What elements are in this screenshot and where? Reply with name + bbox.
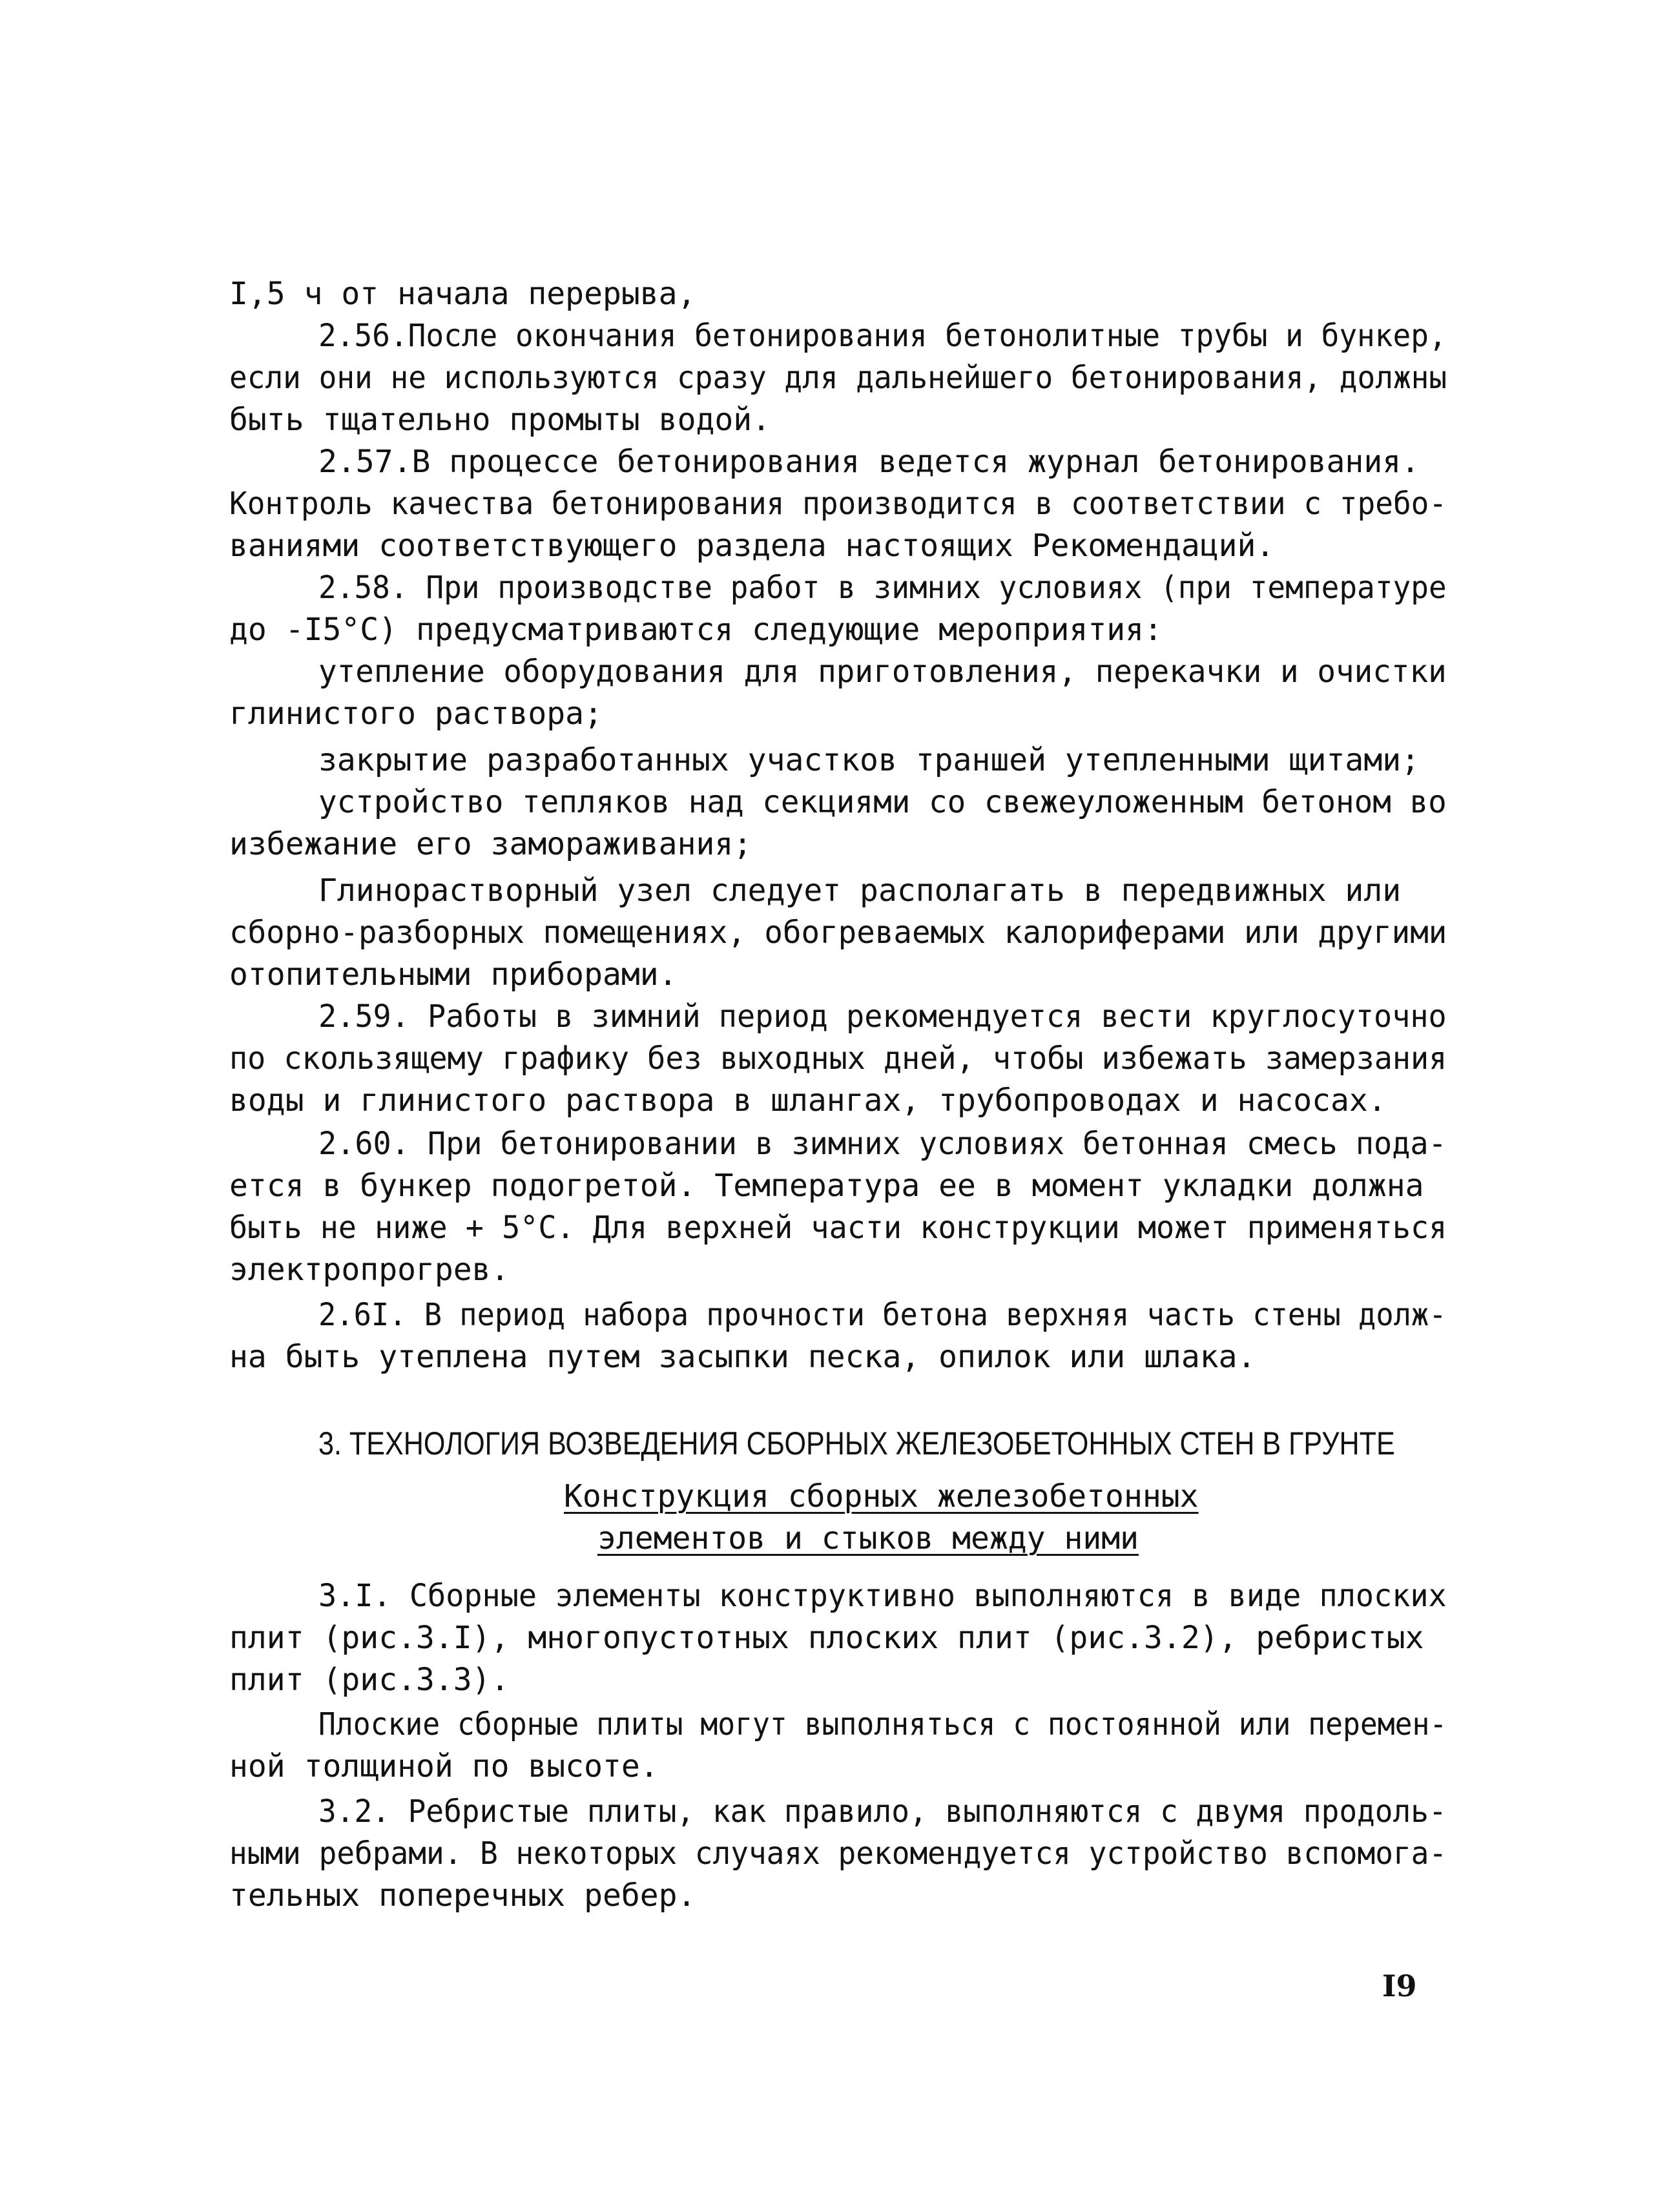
text-line: 3.I. Сборные элементы конструктивно выполняются в виде плоских <box>318 1578 1447 1614</box>
subheading-line: элементов и стыков между ними <box>597 1520 1139 1556</box>
text-line: избежание его замораживания; <box>229 826 752 862</box>
text-line: 2.56.После окончания бетонирования бетонолитные трубы и бункер, <box>318 318 1447 354</box>
text-line: 2.6I. В период набора прочности бетона верхняя часть стены долж- <box>318 1297 1447 1333</box>
text-line: до -I5°C) предусматриваются следующие мероприятия: <box>229 612 1163 648</box>
text-line: отопительными приборами. <box>229 956 678 993</box>
text-line: если они не используются сразу для дальнейшего бетонирования, должны <box>229 360 1447 396</box>
text-line: плит (рис.3.I), многопустотных плоских плит (рис.3.2), ребристых <box>229 1620 1424 1656</box>
text-line: 2.58. При производстве работ в зимних условиях (при температуре <box>318 570 1447 606</box>
page-number: I9 <box>1382 1969 1417 2003</box>
text-line: 3.2. Ребристые плиты, как правило, выполняются с двумя продоль- <box>318 1793 1447 1830</box>
text-line: быть не ниже + 5°C. Для верхней части конструкции может применяться <box>229 1210 1447 1246</box>
text-line: на быть утеплена путем засыпки песка, опилок или шлака. <box>229 1339 1256 1375</box>
text-line: Глинорастворный узел следует располагать в передвижных или <box>318 873 1402 909</box>
subheading-line: Конструкция сборных железобетонных <box>564 1478 1199 1514</box>
text-line: быть тщательно промыты водой. <box>229 402 771 438</box>
text-line: сборно-разборных помещениях, обогреваемых калориферами или другими <box>229 915 1447 951</box>
text-line: плит (рис.3.3). <box>229 1662 510 1698</box>
text-line: 2.57.В процессе бетонирования ведется журнал бетонирования. <box>318 444 1420 480</box>
text-line: по скользящему графику без выходных дней, чтобы избежать замерзания <box>229 1040 1447 1077</box>
text-line: ваниями соответствующего раздела настоящих Рекомендаций. <box>229 528 1275 564</box>
text-line: воды и глинистого раствора в шлангах, трубопроводах и насосах. <box>229 1082 1387 1119</box>
text-line: закрытие разработанных участков траншей утепленными щитами; <box>318 742 1420 778</box>
text-line: электропрогрев. <box>229 1252 510 1288</box>
text-line: ется в бункер подогретой. Температура ее в момент укладки должна <box>229 1168 1424 1204</box>
text-line: ной толщиной по высоте. <box>229 1748 659 1784</box>
text-line: глинистого раствора; <box>229 696 603 732</box>
text-line: Плоские сборные плиты могут выполняться с постоянной или перемен- <box>318 1706 1447 1742</box>
text-line: 2.59. Работы в зимний период рекомендуется вести круглосуточно <box>318 998 1447 1035</box>
text-line: ными ребрами. В некоторых случаях рекомендуется устройство вспомога- <box>229 1835 1447 1872</box>
text-line: устройство тепляков над секциями со свежеуложенным бетоном во <box>318 784 1447 820</box>
text-line: тельных поперечных ребер. <box>229 1877 696 1914</box>
text-line: I,5 ч от начала перерыва, <box>229 276 696 312</box>
text-line: утепление оборудования для приготовления, перекачки и очистки <box>318 654 1447 690</box>
section-heading: 3. ТЕХНОЛОГИЯ ВОЗВЕДЕНИЯ СБОРНЫХ ЖЕЛЕЗОБЕТОННЫХ СТЕН В ГРУНТЕ <box>318 1425 1395 1462</box>
text-line: 2.60. При бетонировании в зимних условиях бетонная смесь пода- <box>318 1126 1447 1162</box>
text-line: Контроль качества бетонирования производится в соответствии с требо- <box>229 486 1447 522</box>
